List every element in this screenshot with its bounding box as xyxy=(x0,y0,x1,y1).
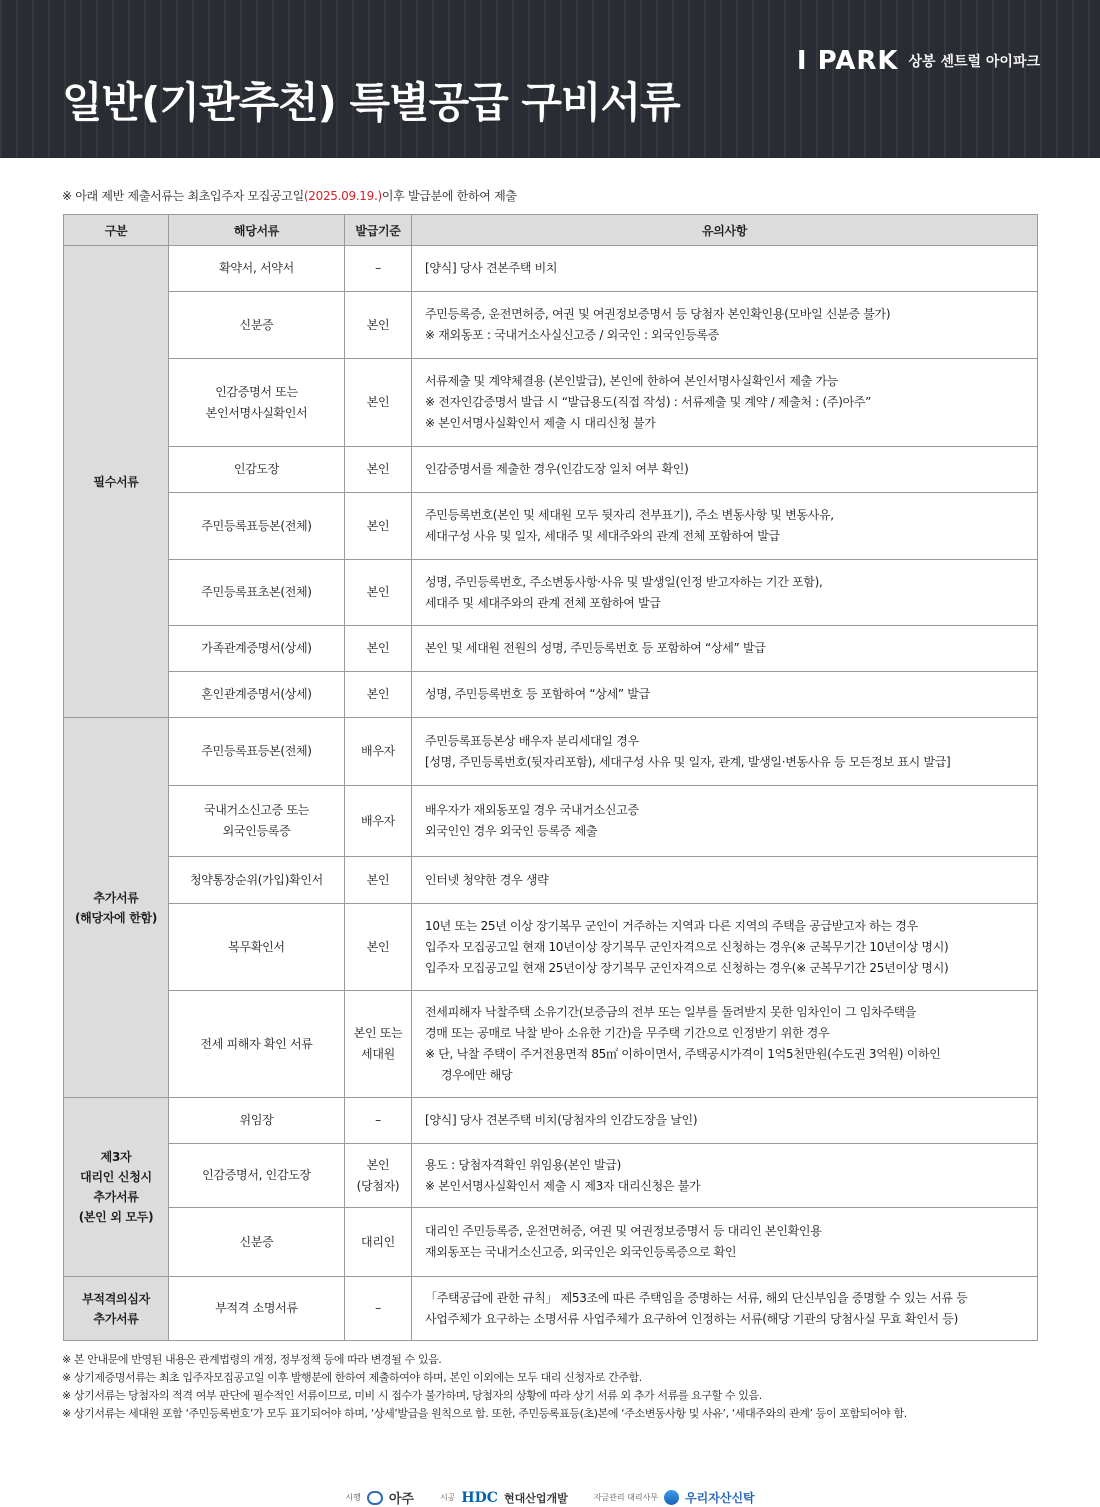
table-row xyxy=(64,1098,1038,1144)
notes-cell xyxy=(412,447,1038,493)
document-cell xyxy=(169,246,345,292)
notes-line: 10년 또는 25년 이상 장기복무 군인이 거주하는 지역과 다른 지역의 주택을 공급받고자 하는 경우 xyxy=(425,918,918,933)
basis-label: 본인 xyxy=(366,518,390,533)
notes-cell xyxy=(412,857,1038,904)
document-cell xyxy=(169,1277,345,1341)
document-name: 외국인등록증 xyxy=(222,824,291,838)
basis-cell xyxy=(345,626,412,672)
notes-line: [성명, 주민등록번호(뒷자리포함), 세대구성 사유 및 일자, 관계, 발생일·변동사유 등 모든정보 표시 발급] xyxy=(425,754,951,769)
table-row xyxy=(64,786,1038,857)
basis-label: 본인 xyxy=(366,939,390,954)
category-cell xyxy=(64,1277,169,1341)
table-row xyxy=(64,626,1038,672)
document-cell xyxy=(169,672,345,718)
notes-line: 배우자가 재외동포일 경우 국내거소신고증 xyxy=(425,803,639,817)
document-name: 주민등록표초본(전체) xyxy=(201,585,312,599)
notes-cell xyxy=(412,1098,1038,1144)
page-title: 일반(기관추천) 특별공급 구비서류 xyxy=(62,78,680,127)
document-cell xyxy=(169,786,345,857)
notes-cell xyxy=(412,904,1038,991)
table-row xyxy=(64,560,1038,626)
document-name: 본인서명사실확인서 xyxy=(205,405,308,420)
basis-label: 본인 xyxy=(366,395,390,409)
basis-label: 배우자 xyxy=(361,813,395,828)
document-cell xyxy=(169,857,345,904)
notes-line: [양식] 당사 견본주택 비치 xyxy=(425,261,558,275)
document-name: 부적격 소명서류 xyxy=(215,1301,298,1315)
notes-line: 대리인 주민등록증, 운전면허증, 여권 및 여권정보증명서 등 대리인 본인확인용 xyxy=(425,1224,822,1238)
notes-line: ※ 본인서명사실확인서 제출 시 제3자 대리신청은 불가 xyxy=(425,1178,701,1193)
notes-line: ※ 전자인감증명서 발급 시 “발급용도(직접 작성) : 서류제출 및 계약 / 제출처 : (주)아주” xyxy=(425,395,872,409)
footnotes xyxy=(62,1351,907,1423)
category-label: 부적격의심자 xyxy=(82,1291,150,1306)
notes-cell xyxy=(412,786,1038,857)
document-name: 주민등록표등본(전체) xyxy=(201,518,312,533)
document-cell xyxy=(169,904,345,991)
table-body xyxy=(64,246,1038,1341)
notes-cell xyxy=(412,359,1038,447)
basis-label: 본인 xyxy=(366,317,390,332)
notes-line: 용도 : 당첨자격확인 위임용(본인 발급) xyxy=(425,1157,621,1172)
ipark-logo: I PARK xyxy=(796,46,899,76)
table-header-row xyxy=(64,215,1038,246)
document-name: 청약통장순위(가입)확인서 xyxy=(190,872,323,887)
basis-cell xyxy=(345,359,412,447)
notes-line: 사업주체가 요구하는 소명서류 사업주체가 요구하여 인정하는 서류(해당 기관의 당첨사실 무효 확인서 등) xyxy=(425,1311,958,1326)
document-name: 인감증명서, 인감도장 xyxy=(202,1168,311,1182)
document-name: 확약서, 서약서 xyxy=(219,261,294,275)
document-cell xyxy=(169,359,345,447)
notes-line: 전세피해자 낙찰주택 소유기간(보증금의 전부 또는 일부를 돌려받지 못한 임차인이 그 임차주택을 xyxy=(425,1005,917,1019)
basis-label: – xyxy=(375,1113,381,1127)
basis-label: – xyxy=(375,261,381,275)
notes-line: 서류제출 및 계약체결용 (본인발급), 본인에 한하여 본인서명사실확인서 제출 가능 xyxy=(425,374,839,388)
footnote: ※ 상기제증명서류는 최초 입주자모집공고일 이후 발행분에 한하여 제출하여야 하며, 본인 이외에는 모두 대리 신청자로 간주함. xyxy=(62,1371,642,1384)
category-label: 대리인 신청시 xyxy=(80,1170,152,1184)
basis-cell xyxy=(345,292,412,359)
document-name: 주민등록표등본(전체) xyxy=(201,744,312,758)
basis-label: 본인 xyxy=(366,872,390,887)
builder-group xyxy=(440,1490,568,1506)
notes-cell xyxy=(412,1144,1038,1208)
basis-label: 본인 xyxy=(366,462,390,476)
document-cell xyxy=(169,1098,345,1144)
woori-logo-icon xyxy=(664,1490,679,1505)
table-row xyxy=(64,672,1038,718)
documents-table xyxy=(63,214,1038,1341)
notes-cell xyxy=(412,1277,1038,1341)
document-name: 복무확인서 xyxy=(228,939,285,954)
basis-cell xyxy=(345,857,412,904)
notes-line: ※ 본인서명사실확인서 제출 시 대리신청 불가 xyxy=(425,416,656,430)
ajou-logo-icon xyxy=(367,1491,383,1505)
category-label: 추가서류 xyxy=(93,1311,139,1326)
notes-line: ※ 재외동포 : 국내거소사실신고증 / 외국인 : 외국인등록증 xyxy=(425,328,720,342)
basis-cell xyxy=(345,991,412,1098)
developer-name: 아주 xyxy=(388,1492,414,1507)
category-label: 추가서류 xyxy=(93,890,139,905)
document-name: 전세 피해자 확인 서류 xyxy=(200,1036,313,1051)
brand-name: 상봉 센트럴 아이파크 xyxy=(908,54,1040,70)
notes-cell xyxy=(412,991,1038,1098)
basis-cell xyxy=(345,493,412,560)
footnote: ※ 상기서류는 세대원 포함 ‘주민등록번호’가 모두 표기되어야 하며, ‘상세’발급을 원칙으로 함. 또한, 주민등록표등(초)본에 ‘주소변동사항 및 사유’, ‘세대주와의 관계’ 등이 포함되어야 함. xyxy=(62,1407,907,1420)
basis-label: 본인 xyxy=(366,585,390,599)
notes-cell xyxy=(412,246,1038,292)
document-cell xyxy=(169,560,345,626)
trust-name: 우리자산신탁 xyxy=(685,1491,755,1505)
document-cell xyxy=(169,718,345,786)
basis-cell xyxy=(345,560,412,626)
notes-line: 본인 및 세대원 전원의 성명, 주민등록번호 등 포함하여 “상세” 발급 xyxy=(425,641,766,655)
builder-label: 시공 xyxy=(439,1493,456,1502)
header-category: 구분 xyxy=(64,215,169,246)
table-row xyxy=(64,991,1038,1098)
document-name: 신분증 xyxy=(239,317,274,332)
category-label: (본인 외 모두) xyxy=(78,1210,154,1224)
basis-label: 대리인 xyxy=(361,1234,395,1249)
developer-group xyxy=(345,1488,414,1507)
notes-line: 경매 또는 공매로 낙찰 받아 소유한 기간)을 무주택 기간으로 인정받기 위한 경우 xyxy=(425,1026,830,1040)
document-cell xyxy=(169,1144,345,1208)
document-name: 위임장 xyxy=(239,1113,274,1127)
table-row xyxy=(64,493,1038,560)
basis-label: 세대원 xyxy=(361,1047,395,1061)
notes-cell xyxy=(412,1208,1038,1277)
header-basis: 발급기준 xyxy=(345,215,412,246)
category-label: 제3자 xyxy=(100,1150,132,1164)
category-cell xyxy=(64,246,169,718)
basis-label: 배우자 xyxy=(361,744,395,758)
table-row xyxy=(64,718,1038,786)
notes-line: 세대주 및 세대주와의 관계 전체 포함하여 발급 xyxy=(425,595,661,610)
notes-line: [양식] 당사 견본주택 비치(당첨자의 인감도장을 날인) xyxy=(425,1113,698,1127)
notes-line: ※ 단, 낙찰 주택이 주거전용면적 85㎡ 이하이면서, 주택공시가격이 1억5천만원(수도권 3억원) 이하인 xyxy=(425,1047,941,1061)
notes-cell xyxy=(412,292,1038,359)
footnote: ※ 상기서류는 당첨자의 적격 여부 판단에 필수적인 서류이므로, 미비 시 접수가 불가하며, 당첨자의 상황에 따라 상기 서류 외 추가 서류를 요구할 수 있음. xyxy=(62,1389,762,1402)
category-label: 추가서류 xyxy=(93,1190,139,1204)
table-row xyxy=(64,359,1038,447)
document-name: 국내거소신고증 또는 xyxy=(203,803,310,817)
category-cell xyxy=(64,1098,169,1277)
notes-line: 성명, 주민등록번호 등 포함하여 “상세” 발급 xyxy=(425,687,650,701)
table-row xyxy=(64,1144,1038,1208)
trust-label: 자금관리 대리사무 xyxy=(593,1493,659,1502)
document-cell xyxy=(169,626,345,672)
notes-line: 주민등록번호(본인 및 세대원 모두 뒷자리 전부표기), 주소 변동사항 및 변동사유, xyxy=(425,508,834,522)
basis-label: 본인 xyxy=(366,641,390,655)
notes-line: 세대구성 사유 및 일자, 세대주 및 세대주와의 관계 전체 포함하여 발급 xyxy=(425,529,780,543)
notes-cell xyxy=(412,626,1038,672)
basis-cell xyxy=(345,1144,412,1208)
basis-label: – xyxy=(375,1301,381,1315)
document-name: 가족관계증명서(상세) xyxy=(201,641,312,655)
notes-line: 인감증명서를 제출한 경우(인감도장 일치 여부 확인) xyxy=(425,462,689,476)
notes-line: 재외동포는 국내거소신고증, 외국인은 외국인등록증으로 확인 xyxy=(425,1245,737,1259)
document-cell xyxy=(169,991,345,1098)
document-name: 신분증 xyxy=(239,1234,274,1249)
category-cell xyxy=(64,718,169,1098)
hdc-logo: HDC xyxy=(461,1489,498,1506)
submission-note-suffix: 이후 발급분에 한하여 제출 xyxy=(381,189,517,203)
developer-label: 시행 xyxy=(345,1493,361,1502)
notes-cell xyxy=(412,493,1038,560)
basis-cell xyxy=(345,672,412,718)
category-label: 필수서류 xyxy=(93,474,139,489)
header-banner xyxy=(0,0,1100,158)
notes-line: 인터넷 청약한 경우 생략 xyxy=(425,872,549,887)
basis-cell xyxy=(345,904,412,991)
notes-line: 입주자 모집공고일 현재 25년이상 장기복무 군인자격으로 신청하는 경우(※ 군복무기간 25년이상 명시) xyxy=(425,960,949,975)
footnote: ※ 본 안내문에 반영된 내용은 관계법령의 개정, 정부정책 등에 따라 변경될 수 있음. xyxy=(62,1353,442,1366)
document-cell xyxy=(169,493,345,560)
table-row xyxy=(64,857,1038,904)
basis-cell xyxy=(345,786,412,857)
table-row xyxy=(64,1208,1038,1277)
trust-group xyxy=(594,1489,755,1506)
basis-label: (당첨자) xyxy=(356,1178,400,1193)
footer-companies xyxy=(0,1488,1100,1507)
basis-label: 본인 xyxy=(366,687,390,701)
submission-note-prefix: ※ 아래 제반 제출서류는 최초입주자 모집공고일 xyxy=(62,189,304,203)
header-document: 해당서류 xyxy=(169,215,345,246)
header-notes: 유의사항 xyxy=(412,215,1038,246)
notes-line: 주민등록증, 운전면허증, 여권 및 여권정보증명서 등 당첨자 본인확인용(모바일 신분증 불가) xyxy=(425,307,891,321)
document-cell xyxy=(169,292,345,359)
category-label: (해당자에 한함) xyxy=(75,910,157,925)
document-name: 인감도장 xyxy=(233,462,280,476)
basis-cell xyxy=(345,718,412,786)
basis-cell xyxy=(345,1208,412,1277)
table-row xyxy=(64,904,1038,991)
notes-line: 입주자 모집공고일 현재 10년이상 장기복무 군인자격으로 신청하는 경우(※ 군복무기간 10년이상 명시) xyxy=(425,939,949,954)
notes-line: 외국인인 경우 외국인 등록증 제출 xyxy=(425,824,598,838)
document-name: 혼인관계증명서(상세) xyxy=(201,687,312,701)
basis-cell xyxy=(345,447,412,493)
basis-label: 본인 또는 xyxy=(353,1026,403,1040)
document-cell xyxy=(169,447,345,493)
document-name: 인감증명서 또는 xyxy=(215,384,298,399)
basis-cell xyxy=(345,1277,412,1341)
basis-label: 본인 xyxy=(366,1157,390,1172)
table-row xyxy=(64,1277,1038,1341)
document-cell xyxy=(169,1208,345,1277)
notes-line: 「주택공급에 관한 규칙」 제53조에 따른 주택임을 증명하는 서류, 해외 단신부임을 증명할 수 있는 서류 등 xyxy=(425,1290,968,1305)
table-row xyxy=(64,292,1038,359)
table-row xyxy=(64,447,1038,493)
notes-line: 성명, 주민등록번호, 주소변동사항·사유 및 발생일(인정 받고자하는 기간 포함), xyxy=(425,574,823,589)
announcement-date: (2025.09.19.) xyxy=(303,189,382,203)
builder-name: 현대산업개발 xyxy=(503,1491,568,1505)
notes-line: 주민등록표등본상 배우자 분리세대일 경우 xyxy=(425,733,639,748)
notes-cell xyxy=(412,672,1038,718)
submission-note xyxy=(62,187,517,204)
brand xyxy=(797,46,1040,76)
notes-line: 경우에만 해당 xyxy=(441,1068,513,1082)
basis-cell xyxy=(345,246,412,292)
table-row xyxy=(64,246,1038,292)
notes-cell xyxy=(412,718,1038,786)
notes-cell xyxy=(412,560,1038,626)
basis-cell xyxy=(345,1098,412,1144)
